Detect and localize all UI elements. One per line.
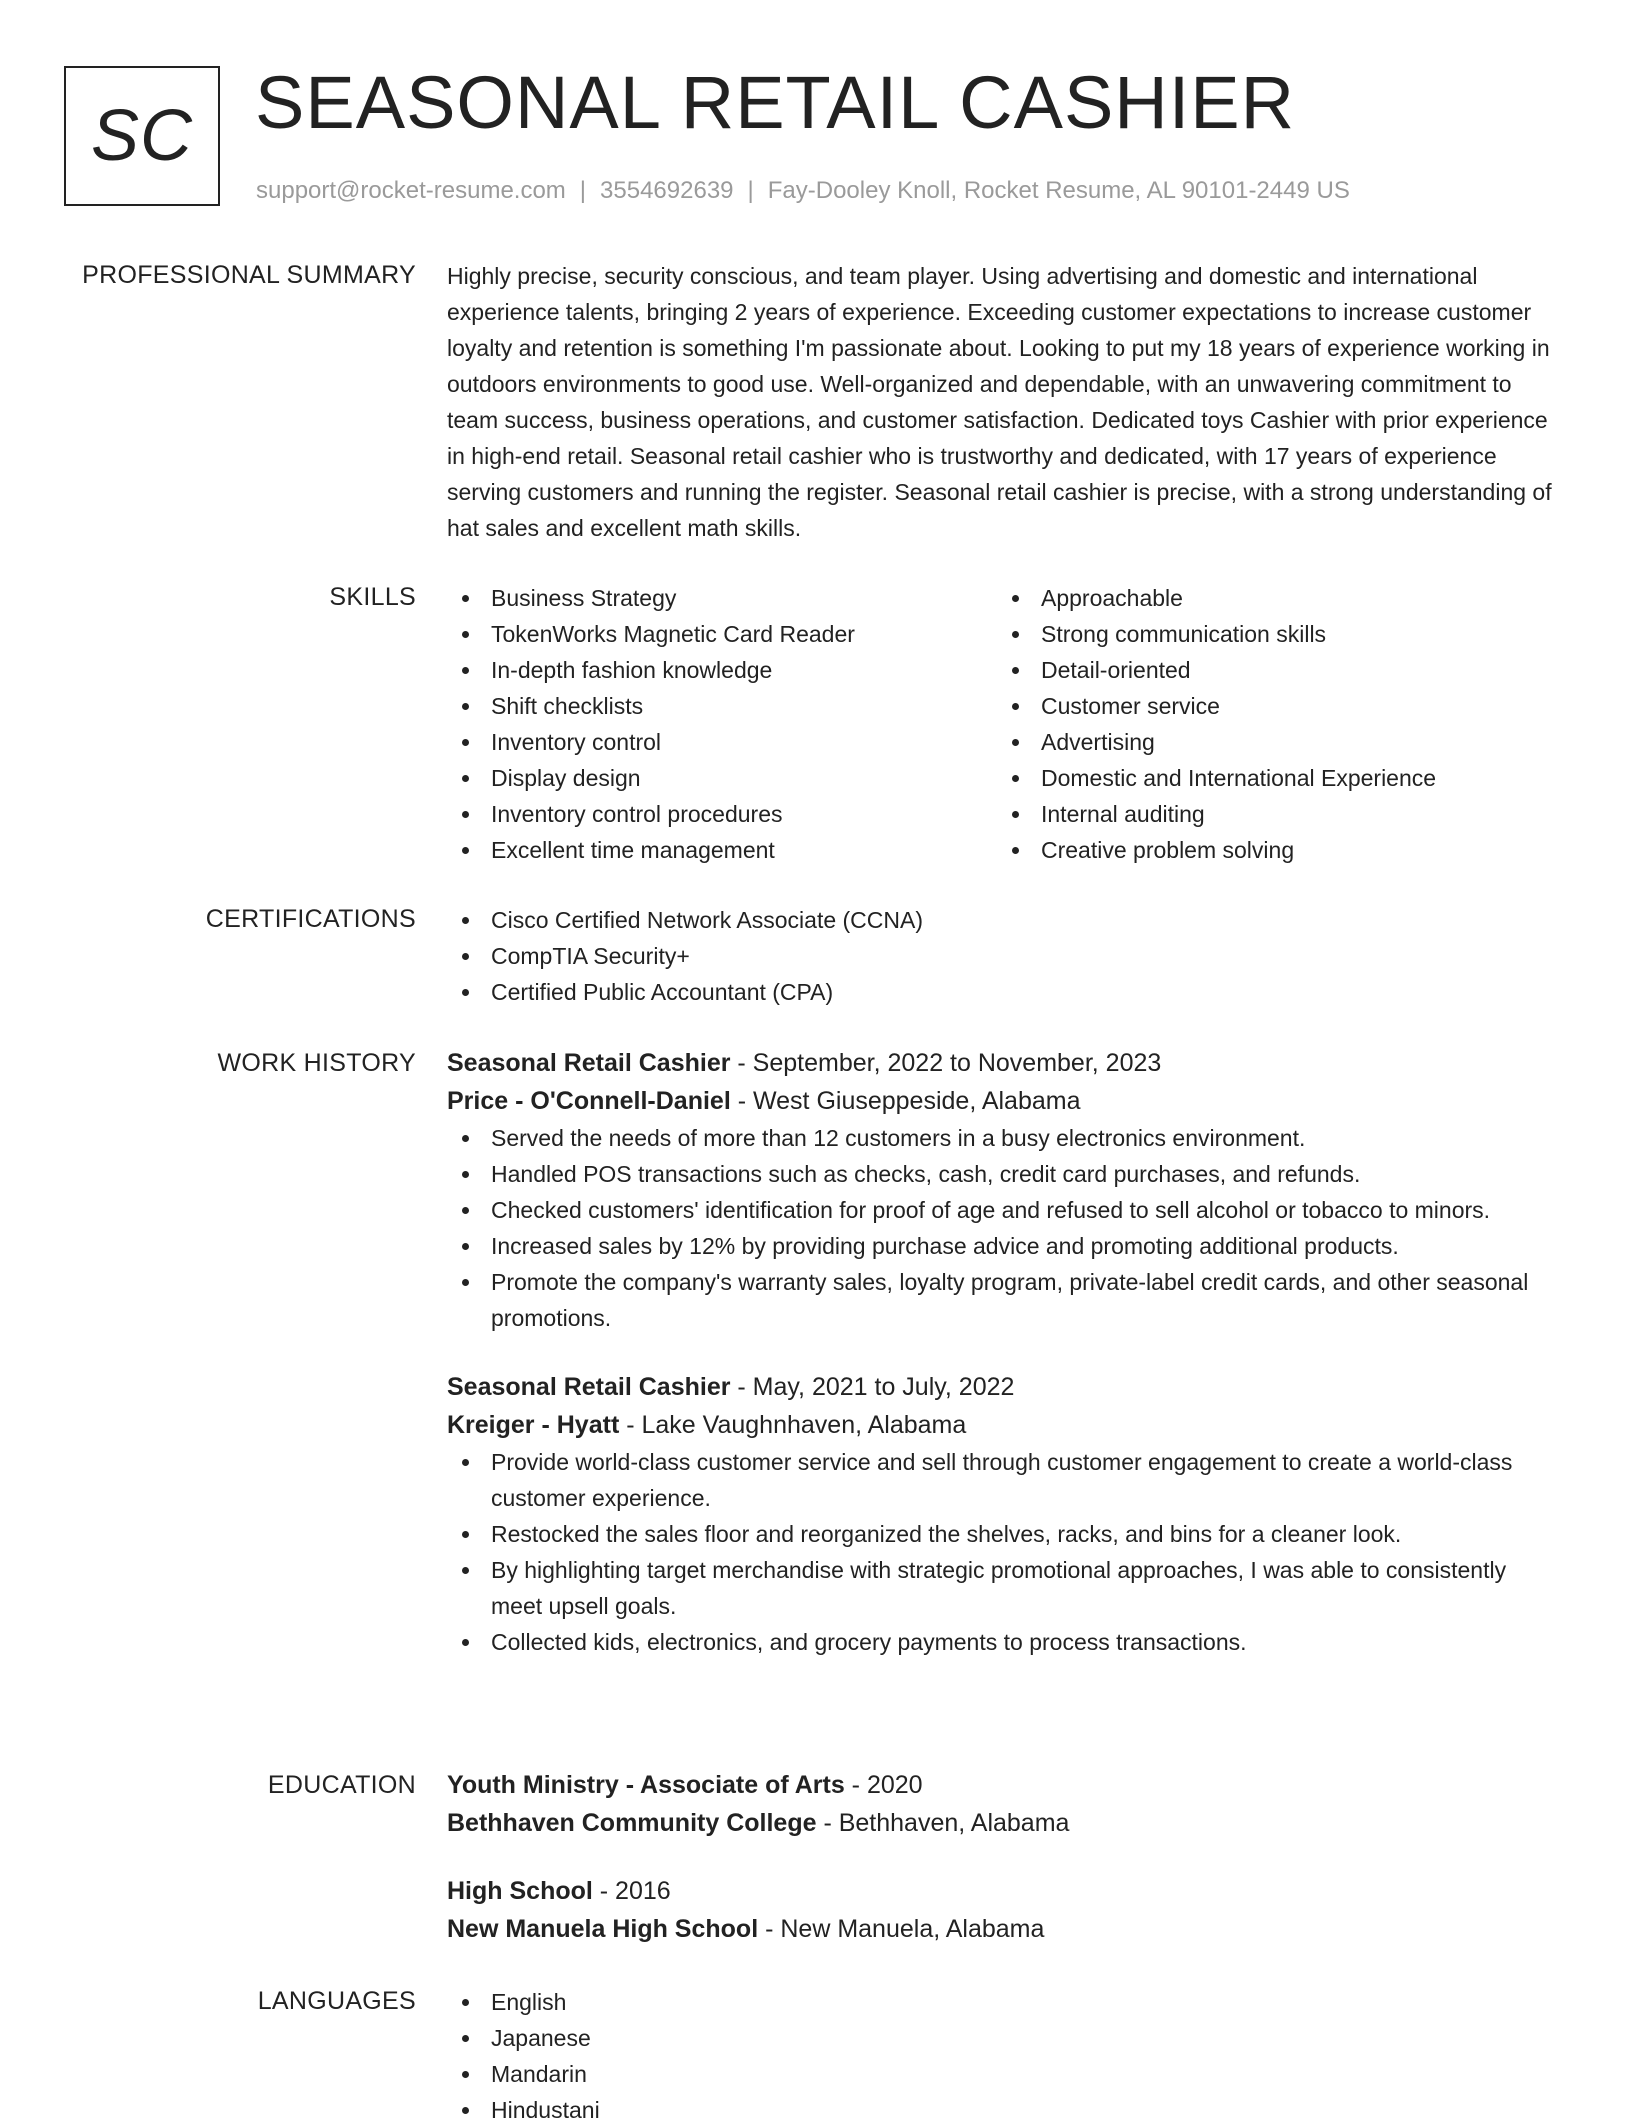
education-entry bbox=[447, 1766, 1562, 1842]
job-dates: - May, 2021 to July, 2022 bbox=[730, 1373, 1015, 1401]
section-title: PROFESSIONAL SUMMARY bbox=[82, 261, 416, 289]
job-duty: By highlighting target merchandise with strategic promotional approaches, I was able to consistently meet upsell goals. bbox=[447, 1552, 1562, 1624]
language-item: Japanese bbox=[447, 2020, 1562, 2056]
school: Bethhaven Community College bbox=[447, 1809, 817, 1837]
skill-item: Inventory control procedures bbox=[447, 796, 997, 832]
graduation-year: - 2020 bbox=[844, 1771, 923, 1799]
job-dates: - September, 2022 to November, 2023 bbox=[730, 1049, 1162, 1077]
degree-line bbox=[447, 1766, 1562, 1804]
skills-list-left bbox=[447, 580, 997, 868]
skill-item: Display design bbox=[447, 760, 997, 796]
skill-item: Excellent time management bbox=[447, 832, 997, 868]
skill-item: TokenWorks Magnetic Card Reader bbox=[447, 616, 997, 652]
school: New Manuela High School bbox=[447, 1915, 759, 1943]
skill-item: Strong communication skills bbox=[997, 616, 1547, 652]
job-company: Kreiger - Hyatt bbox=[447, 1411, 620, 1439]
job-duty: Provide world-class customer service and sell through customer engagement to create a world-class customer experience. bbox=[447, 1444, 1562, 1516]
skill-item: Approachable bbox=[997, 580, 1547, 616]
job-duties-list bbox=[447, 1444, 1562, 1660]
job-duty: Served the needs of more than 12 customers in a busy electronics environment. bbox=[447, 1120, 1562, 1156]
skill-item: Advertising bbox=[997, 724, 1547, 760]
skill-item: Domestic and International Experience bbox=[997, 760, 1547, 796]
skills-body bbox=[447, 580, 1562, 868]
school-line bbox=[447, 1910, 1562, 1948]
languages-body bbox=[447, 1984, 1562, 2128]
language-item: Mandarin bbox=[447, 2056, 1562, 2092]
school-line bbox=[447, 1804, 1562, 1842]
languages-list bbox=[447, 1984, 1562, 2128]
address: Fay-Dooley Knoll, Rocket Resume, AL 90101-2449 US bbox=[767, 177, 1350, 204]
job-duty: Collected kids, electronics, and grocery payments to process transactions. bbox=[447, 1624, 1562, 1660]
section-title: WORK HISTORY bbox=[217, 1049, 416, 1077]
summary-text: Highly precise, security conscious, and team player. Using advertising and domestic and international experience talents, bringing 2 years of experience. Exceeding customer expectations to increase customer loyalty and retention is something I'm passionate about. Looking to put my 18 years of experience working in outdoors environments to good use. Well-organized and dependable, with an unwavering commitment to team success, business operations, and customer satisfaction. Dedicated toys Cashier with prior experience in high-end retail. Seasonal retail cashier who is trustworthy and dedicated, with 17 years of experience serving customers and running the register. Seasonal retail cashier is precise, with a strong understanding of hat sales and excellent math skills. bbox=[447, 263, 1552, 541]
job-role: Seasonal Retail Cashier bbox=[447, 1049, 731, 1077]
skill-item: Business Strategy bbox=[447, 580, 997, 616]
job-entry bbox=[447, 1368, 1562, 1660]
degree: Youth Ministry - Associate of Arts bbox=[447, 1771, 845, 1799]
skill-item: In-depth fashion knowledge bbox=[447, 652, 997, 688]
certification-item: CompTIA Security+ bbox=[447, 938, 1562, 974]
certification-item: Cisco Certified Network Associate (CCNA) bbox=[447, 902, 1562, 938]
summary-body bbox=[447, 258, 1562, 546]
degree-line bbox=[447, 1872, 1562, 1910]
monogram-logo: SC bbox=[64, 66, 220, 206]
education-entry bbox=[447, 1872, 1562, 1948]
skill-item: Customer service bbox=[997, 688, 1547, 724]
certifications-body bbox=[447, 902, 1562, 1010]
skill-item: Creative problem solving bbox=[997, 832, 1547, 868]
graduation-year: - 2016 bbox=[592, 1877, 671, 1905]
certifications-list bbox=[447, 902, 1562, 1010]
job-company-line bbox=[447, 1082, 1562, 1120]
job-company-line bbox=[447, 1406, 1562, 1444]
job-duty: Increased sales by 12% by providing purchase advice and promoting additional products. bbox=[447, 1228, 1562, 1264]
school-location: - Bethhaven, Alabama bbox=[816, 1809, 1070, 1837]
job-duty: Promote the company's warranty sales, loyalty program, private-label credit cards, and other seasonal promotions. bbox=[447, 1264, 1562, 1336]
job-location: - Lake Vaughnhaven, Alabama bbox=[619, 1411, 967, 1439]
skill-item: Inventory control bbox=[447, 724, 997, 760]
phone: 3554692639 bbox=[600, 177, 734, 204]
certification-item: Certified Public Accountant (CPA) bbox=[447, 974, 1562, 1010]
section-title: SKILLS bbox=[329, 583, 416, 611]
job-entry bbox=[447, 1044, 1562, 1336]
job-duties-list bbox=[447, 1120, 1562, 1336]
resume-title: SEASONAL RETAIL CASHIER bbox=[255, 61, 1296, 144]
skill-item: Shift checklists bbox=[447, 688, 997, 724]
section-title: EDUCATION bbox=[267, 1771, 416, 1799]
job-location: - West Giuseppeside, Alabama bbox=[730, 1087, 1081, 1115]
skills-list-right bbox=[997, 580, 1547, 868]
section-title: LANGUAGES bbox=[257, 1987, 416, 2015]
email: support@rocket-resume.com bbox=[256, 177, 566, 204]
job-duty: Restocked the sales floor and reorganized the shelves, racks, and bins for a cleaner look. bbox=[447, 1516, 1562, 1552]
skill-item: Internal auditing bbox=[997, 796, 1547, 832]
separator: | bbox=[747, 177, 754, 204]
job-title-line bbox=[447, 1044, 1562, 1082]
separator: | bbox=[579, 177, 587, 204]
job-company: Price - O'Connell-Daniel bbox=[447, 1087, 731, 1115]
job-duty: Handled POS transactions such as checks, cash, credit card purchases, and refunds. bbox=[447, 1156, 1562, 1192]
job-title-line bbox=[447, 1368, 1562, 1406]
work-history-body bbox=[447, 1044, 1562, 1660]
contact-line bbox=[256, 174, 1350, 208]
school-location: - New Manuela, Alabama bbox=[758, 1915, 1045, 1943]
skill-item: Detail-oriented bbox=[997, 652, 1547, 688]
job-duty: Checked customers' identification for proof of age and refused to sell alcohol or tobacco to minors. bbox=[447, 1192, 1562, 1228]
skills-columns bbox=[447, 580, 1562, 868]
language-item: Hindustani bbox=[447, 2092, 1562, 2128]
education-body bbox=[447, 1766, 1562, 1948]
job-role: Seasonal Retail Cashier bbox=[447, 1373, 731, 1401]
degree: High School bbox=[447, 1877, 593, 1905]
section-title: CERTIFICATIONS bbox=[205, 905, 416, 933]
language-item: English bbox=[447, 1984, 1562, 2020]
